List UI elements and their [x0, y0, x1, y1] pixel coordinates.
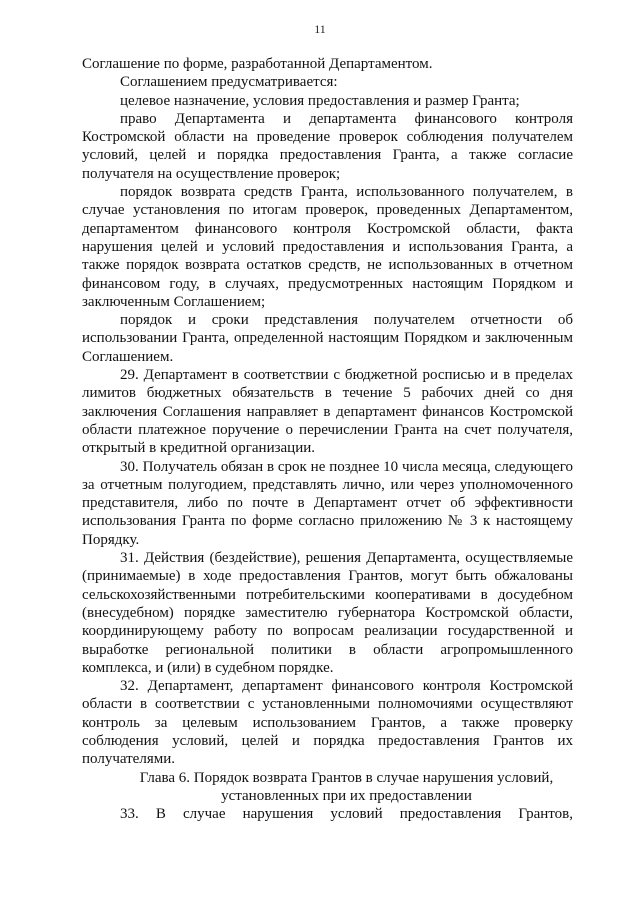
chapter-heading [82, 769, 573, 806]
paragraph-agreement-provides: Соглашением предусматривается: [120, 74, 338, 91]
chapter-heading-line-2: установленных при их предоставлении [221, 787, 472, 804]
paragraph-33: 33. В случае нарушения условий предоставления Грантов, [120, 806, 573, 823]
paragraph-29: 29. Департамент в соответствии с бюджетной росписью и в пределах лимитов бюджетных обязательств в течение 5 рабочих дней со дня заключения Соглашения направляет в департамент финансов Костромской области платежное поручение о перечислении Гранта на счет получателя, открытый в кредитной организации. [82, 367, 573, 457]
page-number: 11 [314, 22, 326, 36]
paragraph-31: 31. Действия (бездействие), решения Департамента, осуществляемые (принимаемые) в ходе предоставления Грантов, могут быть обжалованы сельскохозяйственными потребительскими кооперативами в досудебном (внесудебном) порядке заместителю губернатора Костромской области, координирующему работу по вопросам реализации государственной и выработке региональной политики в области агропромышленного комплекса, и (или) в судебном порядке. [82, 550, 573, 676]
paragraph-return-procedure: порядок возврата средств Гранта, использованного получателем, в случае установления по итогам проверок, проведенных Департаментом, департаментом финансового контроля Костромской области, факта нарушения целей и условий предоставления и использования Гранта, а также порядок возврата остатков средств, не использованных в отчетном финансовом году, в случаях, предусмотренных настоящим Порядком и заключенным Соглашением; [82, 184, 573, 310]
paragraph-30: 30. Получатель обязан в срок не позднее 10 числа месяца, следующего за отчетным полугодием, представлять лично, или через уполномоченного представителя, либо по почте в Департамент отчет об эффективности использования Гранта по форме согласно приложению № 3 к настоящему Порядку. [82, 458, 573, 548]
paragraph-purpose-conditions: целевое назначение, условия предоставления и размер Гранта; [120, 92, 520, 109]
paragraph-agreement-form: Соглашение по форме, разработанной Департаментом. [82, 56, 433, 72]
chapter-heading-line-1: Глава 6. Порядок возврата Грантов в случае нарушения условий, [139, 769, 554, 786]
paragraph-reporting-terms: порядок и сроки представления получателем отчетности об использовании Гранта, определенной настоящим Порядком и заключенным Соглашением. [82, 312, 573, 365]
document-body [82, 55, 573, 823]
paragraph-32: 32. Департамент, департамент финансового контроля Костромской области в соответствии с установленными полномочиями осуществляют контроль за целевым использованием Грантов, а также проверку соблюдения условий, целей и порядка предоставления Грантов их получателями. [82, 678, 573, 768]
paragraph-inspection-right: право Департамента и департамента финансового контроля Костромской области на проведение проверок соблюдения получателем условий, целей и порядка предоставления Гранта, а также согласие получателя на осуществление проверок; [82, 110, 573, 182]
